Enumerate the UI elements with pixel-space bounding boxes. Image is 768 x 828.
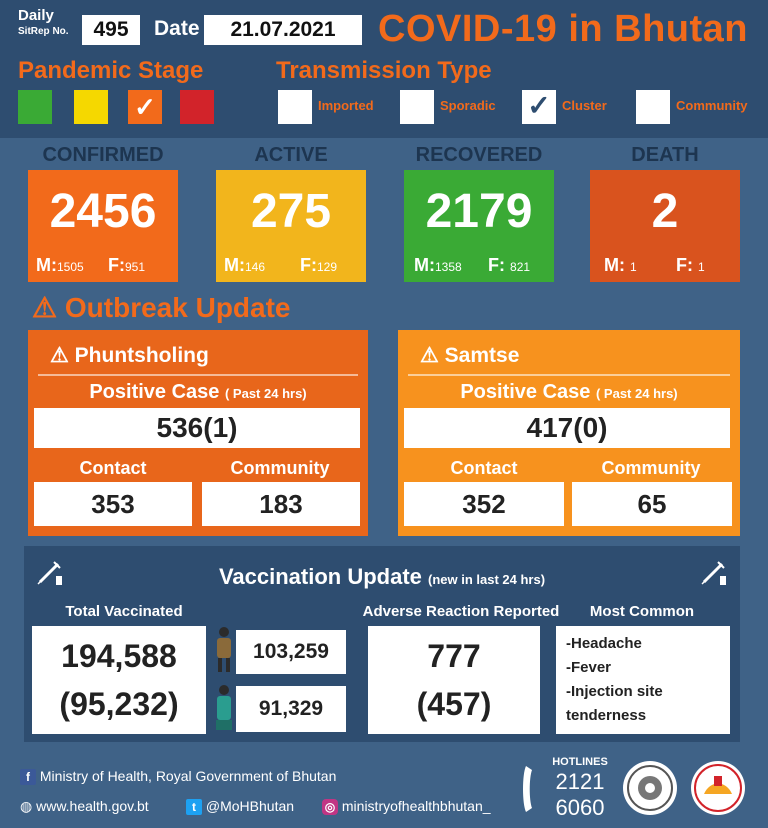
community-label: Community [601,458,701,478]
positive-case-value: 417(0) [404,408,730,448]
death-heading: DEATH [631,144,699,166]
sitrep-label: SitRep No. [18,26,69,37]
death-male: M: 1 [604,255,637,275]
confirmed-value: 2456 [49,185,157,238]
phone-icon [520,764,544,814]
positive-case-label: Positive Case ( Past 24 hrs) [460,381,678,403]
vaccination-panel [24,546,740,742]
active-female: F:129 [300,255,338,275]
twitter-line [186,796,294,816]
most-common-box [556,626,730,734]
adverse-reaction-label: Adverse Reaction Reported [362,603,560,620]
stage-box-red [180,90,214,124]
adverse-reaction-value: 777 [427,638,481,674]
list-item: -Injection site [566,683,663,700]
contact-label: Contact [79,458,147,478]
male-vaccinated-value: 103,259 [236,630,346,674]
divider [408,374,730,376]
government-emblem-icon [622,760,678,816]
daily-label: Daily [18,7,54,24]
pandemic-stage-title: Pandemic Stage [18,57,204,84]
male-figure-icon [212,626,236,674]
positive-case-label: Positive Case ( Past 24 hrs) [89,381,307,403]
transmission-checkbox-community [636,90,670,124]
website-link[interactable]: www.health.gov.bt [36,798,149,814]
warning-icon: ⚠ [32,292,58,323]
location-name: ⚠ Samtse [420,344,520,367]
contact-value: 353 [34,482,192,526]
hotlines-label: HOTLINES [552,756,608,768]
transmission-checkbox-cluster: ✓ [522,90,556,124]
facebook-icon: f [20,769,36,785]
transmission-label-imported: Imported [318,98,374,113]
active-value: 275 [250,185,332,238]
date-value: 21.07.2021 [204,15,362,45]
confirmed-card [28,170,178,282]
date-label: Date [154,17,200,40]
stage-box-green [18,90,52,124]
list-item: -Headache [566,635,642,652]
hotline-number-1[interactable]: 2121 [555,769,605,794]
positive-case-value: 536(1) [34,408,360,448]
twitter-icon: t [186,799,202,815]
twitter-link[interactable]: @MoHBhutan [205,798,295,814]
warning-icon: ⚠ [50,344,69,367]
contact-label: Contact [450,458,518,478]
outbreak-panel-samtse [398,330,740,536]
community-value: 65 [572,482,732,526]
active-male: M:146 [224,255,266,275]
death-female: F: 1 [676,255,705,275]
recovered-card [404,170,554,282]
community-label: Community [230,458,330,478]
recovered-heading: RECOVERED [415,144,543,166]
vaccination-title: Vaccination Update (new in last 24 hrs) [218,564,546,589]
total-vaccinated-second-dose: (95,232) [59,686,179,722]
total-vaccinated-box [32,626,206,734]
recovered-female: F: 821 [488,255,531,275]
ministry-logo-icon [690,760,746,816]
instagram-line [322,796,491,816]
list-item: tenderness [566,707,647,724]
transmission-checkbox-imported [278,90,312,124]
hotline-number-2[interactable]: 6060 [555,795,605,820]
instagram-link[interactable]: ministryofhealthbhutan_ [341,798,491,814]
warning-icon: ⚠ [420,344,439,367]
confirmed-female: F:951 [108,255,146,275]
list-item: -Fever [566,659,612,676]
total-vaccinated-value: 194,588 [61,638,177,674]
transmission-label-community: Community [676,98,748,113]
recovered-male: M:1358 [414,255,462,275]
adverse-reaction-second-dose: (457) [416,686,492,722]
recovered-value: 2179 [425,185,533,238]
divider [38,374,358,376]
stage-box-yellow [74,90,108,124]
ministry-text: Ministry of Health, Royal Government of Bhutan [39,768,337,784]
active-card [216,170,366,282]
instagram-icon: ◎ [322,799,338,815]
website-line [20,796,149,816]
adverse-reaction-box [368,626,540,734]
death-card [590,170,740,282]
most-common-label: Most Common [589,603,695,620]
outbreak-title: ⚠ Outbreak Update [32,292,291,323]
page-title: COVID-19 in Bhutan [378,8,749,50]
sitrep-number: 495 [82,15,140,45]
confirmed-male: M:1505 [36,255,84,275]
female-figure-icon [212,684,236,732]
ministry-line [20,766,336,786]
transmission-checkbox-sporadic [400,90,434,124]
death-value: 2 [651,185,679,238]
confirmed-heading: CONFIRMED [42,144,164,166]
transmission-label-cluster: Cluster [562,98,607,113]
stage-box-orange: ✓ [128,90,162,124]
total-vaccinated-label: Total Vaccinated [65,603,183,620]
female-vaccinated-value: 91,329 [236,686,346,732]
community-value: 183 [202,482,360,526]
outbreak-panel-phuntsholing [28,330,368,536]
contact-value: 352 [404,482,564,526]
globe-icon: ◍ [20,798,33,814]
transmission-type-title: Transmission Type [276,57,492,84]
location-name: ⚠ Phuntsholing [50,344,209,367]
active-heading: ACTIVE [254,144,328,166]
transmission-label-sporadic: Sporadic [440,98,496,113]
